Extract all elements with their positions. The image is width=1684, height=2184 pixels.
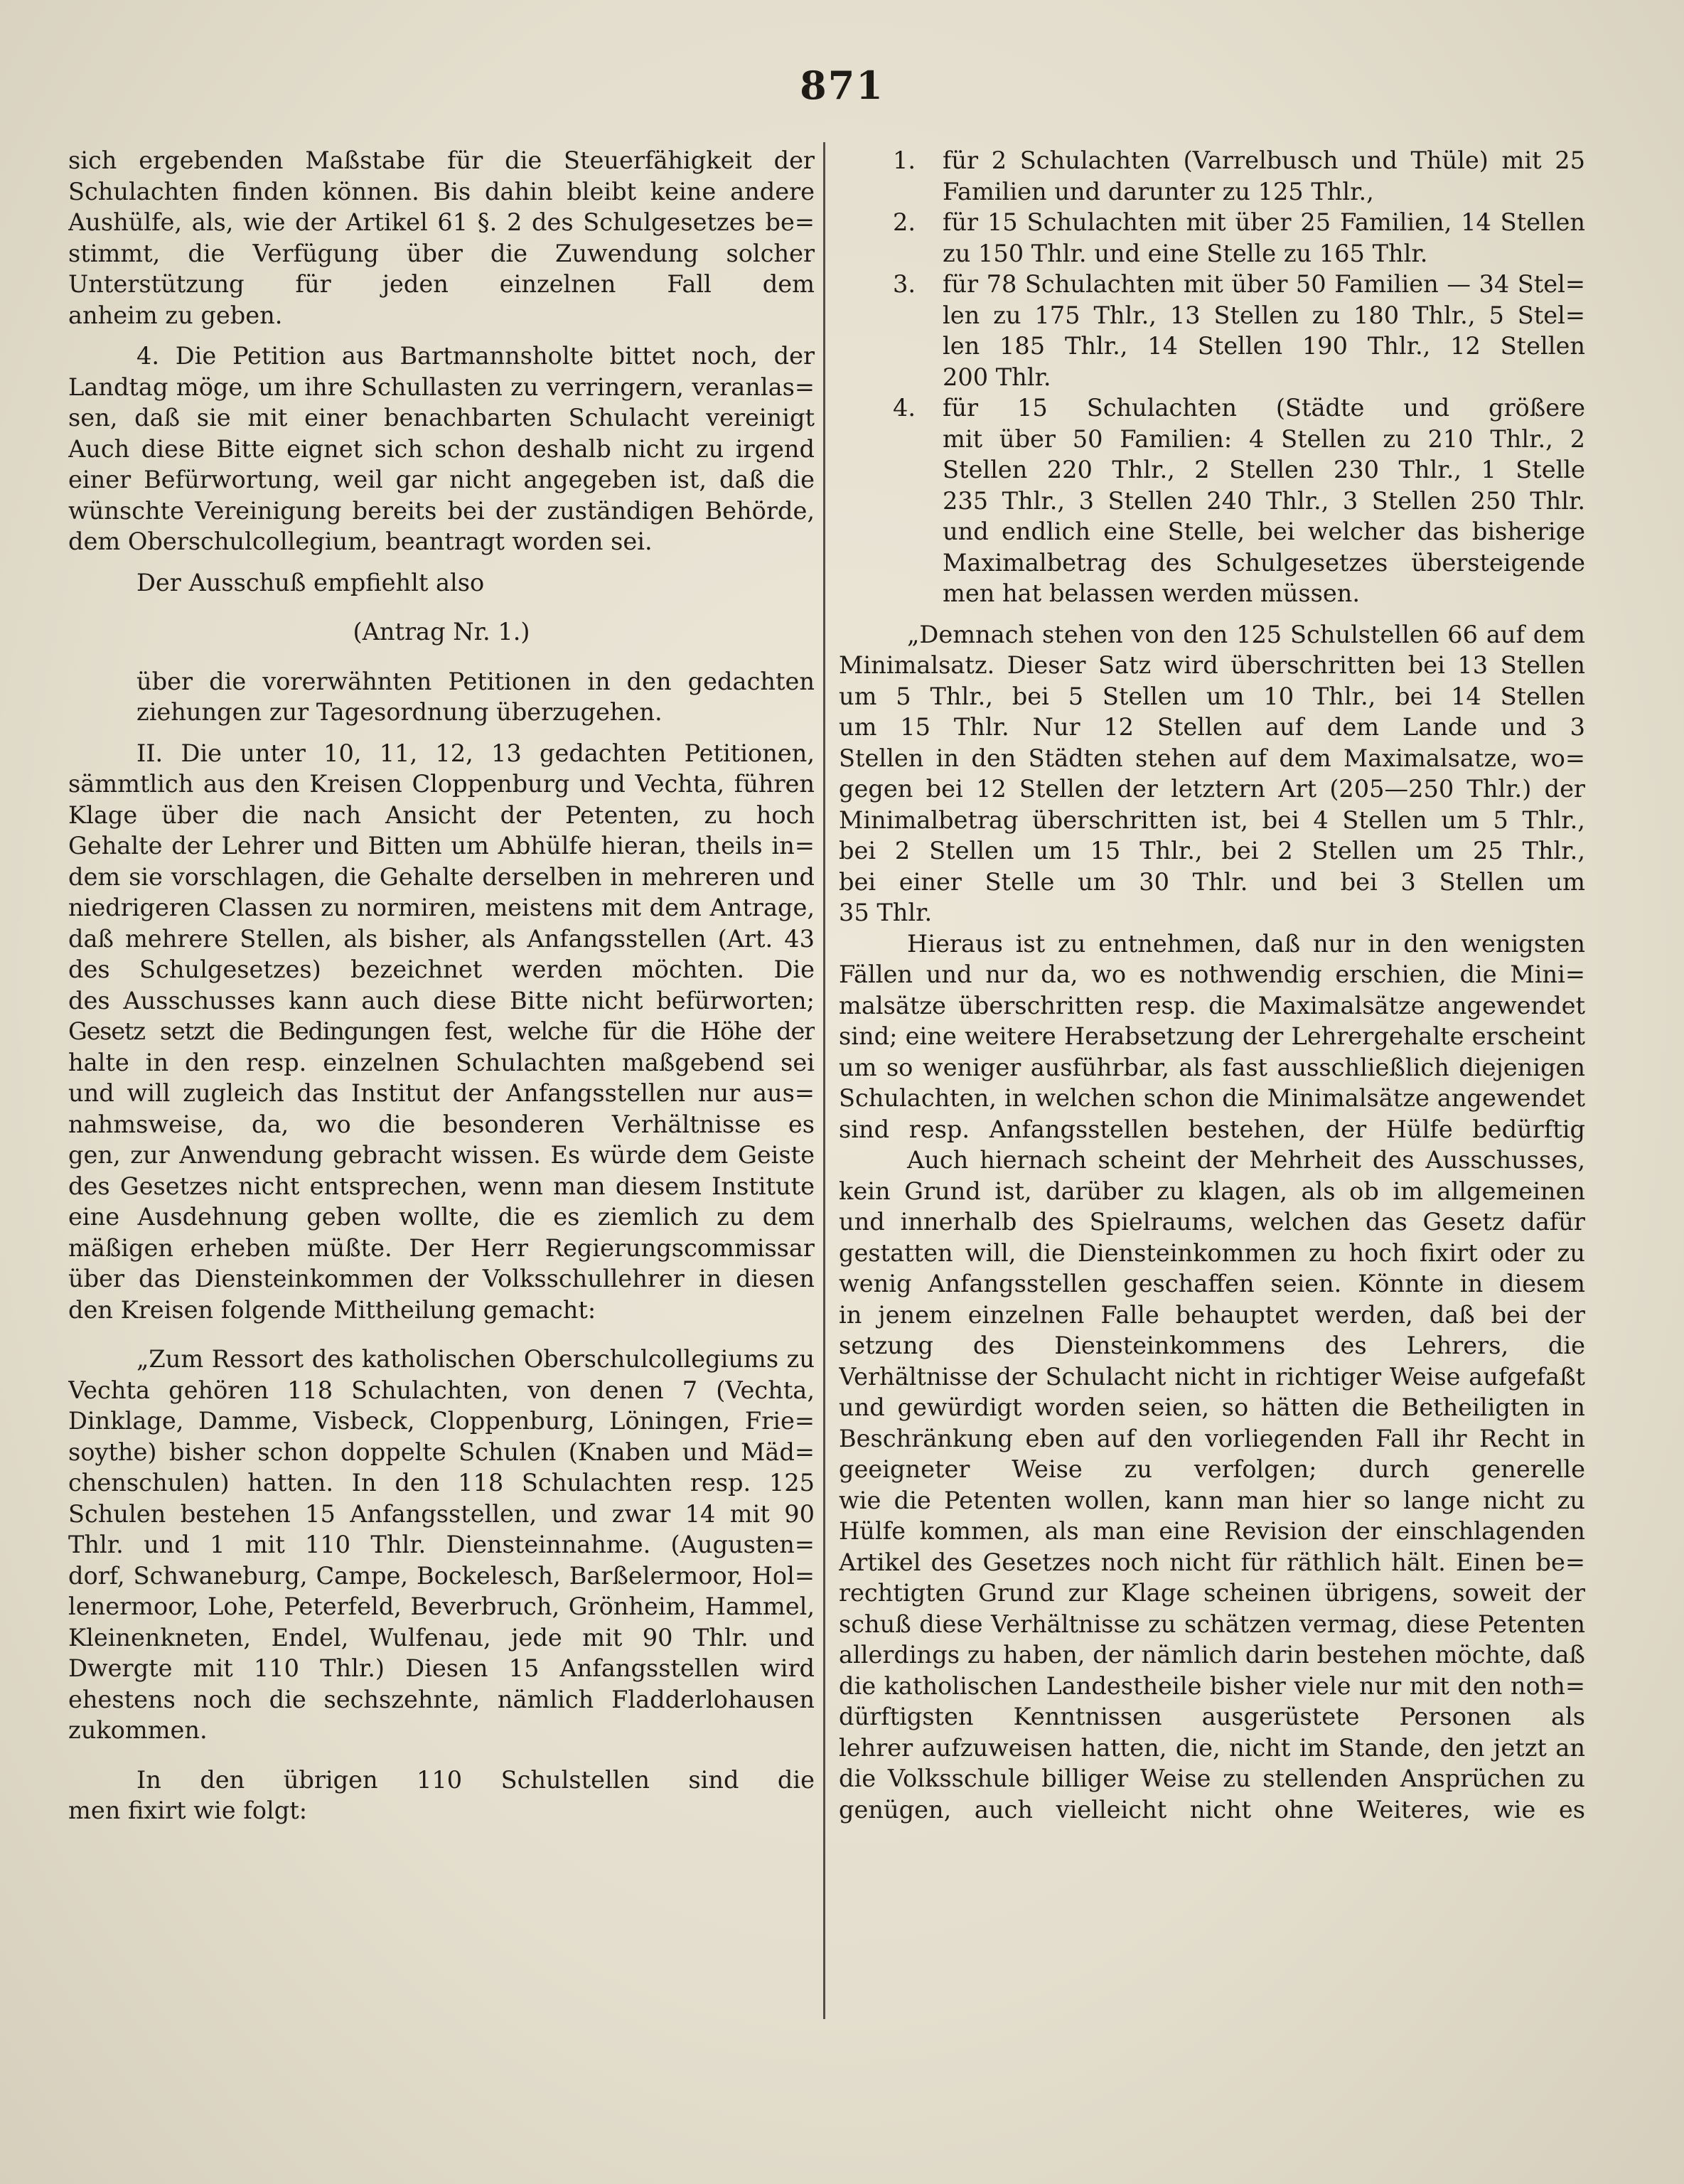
text-line: len 185 Thlr., 14 Stellen 190 Thlr., 12 Stellen: [943, 332, 1585, 360]
text-line: sich ergebenden Maßstabe für die Steuerfähigkeit der: [68, 146, 815, 174]
text-line: Schulen bestehen 15 Anfangsstellen, und zwar 14 mit 90: [68, 1499, 815, 1528]
text-line: wünschte Vereinigung bereits bei der zuständigen Behörde,: [68, 496, 815, 525]
text-line: nahmsweise, da, wo die besonderen Verhältnisse es: [68, 1110, 815, 1138]
text-line: Minimalsatz. Dieser Satz wird überschritten bei 13 Stellen: [839, 651, 1585, 679]
text-line: sind resp. Anfangsstellen bestehen, der Hülfe bedürftig: [839, 1115, 1585, 1143]
text-line: für 15 Schulachten (Städte und größere: [943, 394, 1585, 422]
text-line: Artikel des Gesetzes noch nicht für räthlich hält. Einen be=: [839, 1548, 1585, 1576]
page-number: 871: [800, 63, 884, 108]
text-line: Minimalbetrag überschritten ist, bei 4 Stellen um 5 Thlr.,: [839, 805, 1585, 834]
text-line: in jenem einzelnen Falle behauptet werden, daß bei der: [839, 1300, 1585, 1329]
text-line: dem Oberschulcollegium, beantragt worden sei.: [68, 528, 653, 555]
text-line: wenig Anfangsstellen geschaffen seien. Könnte in diesem: [839, 1270, 1585, 1297]
text-line: für 78 Schulachten mit über 50 Familien — 34 Stel=: [943, 270, 1585, 298]
text-line: soythe) bisher schon doppelte Schulen (Knaben und Mäd=: [68, 1438, 815, 1466]
text-line: Kleinenkneten, Endel, Wulfenau, jede mit 90 Thlr. und: [68, 1623, 815, 1652]
text-line: 235 Thlr., 3 Stellen 240 Thlr., 3 Stellen 250 Thlr.: [943, 486, 1585, 515]
paragraph-start-line: Auch hiernach scheint der Mehrheit des Ausschusses,: [907, 1146, 1585, 1174]
text-line: ehestens noch die sechszehnte, nämlich Fladderlohausen: [68, 1685, 815, 1713]
list-item: [839, 207, 1585, 269]
text-line: gen, zur Anwendung gebracht wissen. Es würde dem Geiste: [68, 1141, 815, 1169]
text-line: zukommen.: [68, 1716, 208, 1744]
text-line: malsätze überschritten resp. die Maximalsätze angewendet: [839, 991, 1585, 1019]
text-line: die Volksschule billiger Weise zu stellenden Ansprüchen zu: [839, 1765, 1585, 1792]
list-number: 2.: [893, 208, 916, 236]
text-line: Hülfe kommen, als man eine Revision der einschlagenden: [839, 1517, 1585, 1545]
text-line: sen, daß sie mit einer benachbarten Schulacht vereinigt: [68, 404, 815, 432]
text-line: niedrigeren Classen zu normiren, meistens mit dem Antrage,: [68, 894, 815, 921]
text-line: geeigneter Weise zu verfolgen; durch generelle: [839, 1455, 1585, 1483]
text-line: anheim zu geben.: [68, 301, 283, 329]
text-line: chenschulen) hatten. In den 118 Schulachten resp. 125: [68, 1469, 815, 1497]
text-line: für 15 Schulachten mit über 25 Familien, 14 Stellen: [943, 208, 1585, 236]
text-line: Landtag möge, um ihre Schullasten zu verringern, veranlas=: [68, 373, 815, 401]
text-line: um 5 Thlr., bei 5 Stellen um 10 Thlr., bei 14 Stellen: [839, 682, 1585, 710]
text-line: für 2 Schulachten (Varrelbusch und Thüle) mit 25: [943, 146, 1585, 174]
text-line: 200 Thlr.: [943, 363, 1051, 391]
text-line: Gesetz setzt die Bedingungen fest, welche für die Höhe der: [68, 1017, 815, 1045]
text-line: lehrer aufzuweisen hatten, die, nicht im Stande, den jetzt an: [839, 1733, 1585, 1762]
text-line: Fällen und nur da, wo es nothwendig erschien, die Mini=: [839, 960, 1585, 988]
text-line: lenermoor, Lohe, Peterfeld, Beverbruch, Grönheim, Hammel,: [68, 1592, 815, 1620]
text-line: zu 150 Thlr. und eine Stelle zu 165 Thlr.: [943, 239, 1428, 267]
text-line: Stellen 220 Thlr., 2 Stellen 230 Thlr., 1 Stelle: [943, 456, 1585, 483]
text-line: Aushülfe, als, wie der Artikel 61 §. 2 des Schulgesetzes be=: [68, 208, 815, 236]
text-line: men fixirt wie folgt:: [68, 1797, 308, 1824]
paragraph-start-line: Der Ausschuß empfiehlt also: [136, 568, 485, 596]
text-line: ziehungen zur Tagesordnung überzugehen.: [136, 698, 663, 726]
text-line: allerdings zu haben, der nämlich darin bestehen möchte, daß: [839, 1641, 1585, 1669]
text-line: setzung des Diensteinkommens des Lehrers, die: [839, 1332, 1585, 1359]
text-line: schuß diese Verhältnisse zu schätzen vermag, diese Petenten: [839, 1610, 1585, 1638]
text-line: Auch diese Bitte eignet sich schon deshalb nicht zu irgend: [68, 434, 815, 463]
paragraph-start-line: In den übrigen 110 Schulstellen sind die: [136, 1765, 815, 1794]
text-line: die katholischen Landestheile bisher viele nur mit den noth=: [839, 1671, 1585, 1700]
text-line: halte in den resp. einzelnen Schulachten maßgebend sei: [68, 1048, 815, 1076]
text-line: Dwergte mit 110 Thlr.) Diesen 15 Anfangsstellen wird: [68, 1654, 815, 1682]
list-item: [839, 269, 1585, 392]
text-line: dorf, Schwaneburg, Campe, Bockelesch, Barßelermoor, Hol=: [68, 1561, 815, 1590]
column-divider: [823, 142, 825, 2019]
quote-start-line: „Demnach stehen von den 125 Schulstellen 66 auf dem: [907, 620, 1585, 648]
list-item: [839, 392, 1585, 609]
text-line: und will zugleich das Institut der Anfangsstellen nur aus=: [68, 1079, 815, 1107]
text-line: Gehalte der Lehrer und Bitten um Abhülfe hieran, theils in=: [68, 832, 815, 860]
text-line: des Schulgesetzes) bezeichnet werden möchten. Die: [68, 956, 815, 983]
text-line: gegen bei 12 Stellen der letztern Art (205—250 Thlr.) der: [839, 775, 1585, 803]
text-line: und innerhalb des Spielraums, welchen das Gesetz dafür: [839, 1208, 1585, 1236]
text-line: Vechta gehören 118 Schulachten, von denen 7 (Vechta,: [68, 1376, 815, 1404]
text-line: genügen, auch vielleicht nicht ohne Weiteres, wie es: [839, 1795, 1585, 1824]
list-item: [839, 145, 1585, 207]
list-number: 3.: [893, 270, 916, 298]
text-line: sämmtlich aus den Kreisen Cloppenburg und Vechta, führen: [68, 770, 815, 798]
text-line: men hat belassen werden müssen.: [943, 579, 1361, 607]
text-line: mit über 50 Familien: 4 Stellen zu 210 Thlr., 2: [943, 424, 1585, 453]
text-line: Thlr. und 1 mit 110 Thlr. Diensteinnahme. (Augusten=: [68, 1531, 815, 1558]
text-line: wie die Petenten wollen, kann man hier so lange nicht zu: [839, 1486, 1585, 1514]
text-line: stimmt, die Verfügung über die Zuwendung solcher: [68, 239, 815, 267]
text-line: sind; eine weitere Herabsetzung der Lehrergehalte erscheint: [839, 1022, 1585, 1050]
text-line: über die vorerwähnten Petitionen in den gedachten: [136, 667, 815, 695]
right-column: [839, 145, 1585, 1825]
left-column: [68, 145, 815, 1826]
text-line: dem sie vorschlagen, die Gehalte derselben in mehreren und: [68, 862, 815, 891]
list-number: 1.: [893, 146, 916, 174]
paragraph-start-line: 4. Die Petition aus Bartmannsholte bittet noch, der: [136, 342, 815, 370]
text-line: Maximalbetrag des Schulgesetzes übersteigende: [943, 548, 1585, 577]
text-line: Schulachten finden können. Bis dahin bleibt keine andere: [68, 177, 815, 205]
text-line: um 15 Thlr. Nur 12 Stellen auf dem Lande und 3: [839, 713, 1585, 741]
text-line: Schulachten, in welchen schon die Minimalsätze angewendet: [839, 1084, 1585, 1112]
text-line: mäßigen erheben müßte. Der Herr Regierungscommissar: [68, 1233, 815, 1262]
text-line: Familien und darunter zu 125 Thlr.,: [943, 177, 1374, 205]
text-line: rechtigten Grund zur Klage scheinen übrigens, soweit der: [839, 1579, 1585, 1607]
text-line: Klage über die nach Ansicht der Petenten, zu hoch: [68, 801, 815, 829]
text-line: den Kreisen folgende Mittheilung gemacht:: [68, 1295, 596, 1324]
text-line: um so weniger ausführbar, als fast ausschließlich diejenigen: [839, 1053, 1585, 1081]
text-line: Dinklage, Damme, Visbeck, Cloppenburg, Löningen, Frie=: [68, 1407, 815, 1435]
text-line: gestatten will, die Diensteinkommen zu hoch fixirt oder zu: [839, 1238, 1585, 1267]
text-line: dürftigsten Kenntnissen ausgerüstete Personen als: [839, 1703, 1585, 1730]
motion-heading: (Antrag Nr. 1.): [353, 618, 530, 646]
section-start-line: II. Die unter 10, 11, 12, 13 gedachten Petitionen,: [136, 739, 815, 767]
text-line: Verhältnisse der Schulacht nicht in richtiger Weise aufgefaßt: [839, 1362, 1585, 1391]
text-line: über das Diensteinkommen der Volksschullehrer in diesen: [68, 1265, 815, 1292]
text-line: len zu 175 Thlr., 13 Stellen zu 180 Thlr., 5 Stel=: [943, 301, 1585, 329]
text-line: bei 2 Stellen um 15 Thlr., bei 2 Stellen um 25 Thlr.,: [839, 837, 1585, 864]
text-line: des Ausschusses kann auch diese Bitte nicht befürworten;: [68, 986, 815, 1015]
text-line: Unterstützung für jeden einzelnen Fall dem: [68, 270, 815, 298]
paragraph-start-line: Hieraus ist zu entnehmen, daß nur in den wenigsten: [907, 929, 1585, 958]
text-line: und gewürdigt worden seien, so hätten die Betheiligten in: [839, 1393, 1585, 1421]
text-line: des Gesetzes nicht entsprechen, wenn man diesem Institute: [68, 1172, 815, 1200]
text-line: einer Befürwortung, weil gar nicht angegeben ist, daß die: [68, 466, 815, 493]
text-line: und endlich eine Stelle, bei welcher das bisherige: [943, 518, 1585, 545]
quote-start-line: „Zum Ressort des katholischen Oberschulcollegiums zu: [136, 1345, 815, 1373]
text-line: daß mehrere Stellen, als bisher, als Anfangsstellen (Art. 43: [68, 924, 815, 953]
text-line: kein Grund ist, darüber zu klagen, als ob im allgemeinen: [839, 1177, 1585, 1205]
text-line: Beschränkung eben auf den vorliegenden Fall ihr Recht in: [839, 1424, 1585, 1452]
text-line: bei einer Stelle um 30 Thlr. und bei 3 Stellen um: [839, 867, 1585, 896]
text-line: Stellen in den Städten stehen auf dem Maximalsatze, wo=: [839, 744, 1585, 772]
text-line: eine Ausdehnung geben wollte, die es ziemlich zu dem: [68, 1203, 815, 1231]
list-number: 4.: [893, 394, 916, 422]
text-line: 35 Thlr.: [839, 899, 933, 926]
